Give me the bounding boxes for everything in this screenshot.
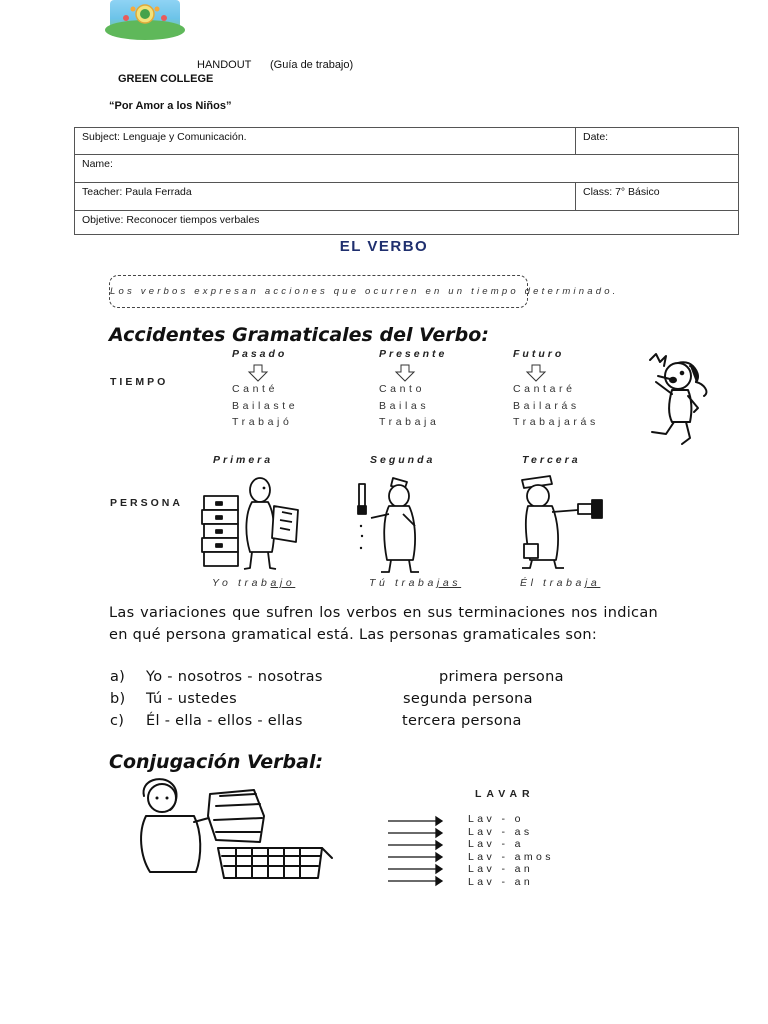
conjugation-arrows xyxy=(386,815,446,889)
teacher-cell: Teacher: Paula Ferrada xyxy=(75,183,576,211)
verb-form: Cantaré xyxy=(513,383,576,395)
conjugation-form: Lav - o xyxy=(468,813,524,825)
painter-with-brush-icon xyxy=(353,474,433,574)
name-cell: Name: xyxy=(75,155,739,183)
persona-label: PERSONA xyxy=(110,497,183,509)
tiempo-column-pasado xyxy=(232,348,298,431)
verb-form: Bailaste xyxy=(232,399,299,412)
objective-cell: Objetive: Reconocer tiempos verbales xyxy=(75,211,739,235)
subject-cell: Subject: Lenguaje y Comunicación. xyxy=(75,128,576,155)
tiempo-label: TIEMPO xyxy=(110,376,169,388)
persona-caption-tercera xyxy=(520,577,600,589)
verb-form: Trabajarás xyxy=(513,416,599,428)
verb-form: Canto xyxy=(379,383,426,395)
caption-stem: Yo trab xyxy=(212,577,271,589)
verb-form: Canté xyxy=(232,383,279,395)
caption-stem: Tú traba xyxy=(369,577,437,589)
list-persona: segunda persona xyxy=(403,691,533,707)
date-cell: Date: xyxy=(576,128,739,155)
college-name: GREEN COLLEGE xyxy=(118,73,214,85)
list-persona: primera persona xyxy=(439,669,564,685)
tiempo-header: Pasado xyxy=(232,348,288,360)
list-persona: tercera persona xyxy=(402,713,522,729)
verb-form: Bailas xyxy=(379,399,430,412)
list-pronouns: Tú - ustedes xyxy=(146,691,237,707)
down-arrow-icon xyxy=(525,364,547,382)
page-title: EL VERBO xyxy=(339,238,429,255)
list-pronouns: Yo - nosotros - nosotras xyxy=(146,669,323,685)
singing-girl-icon xyxy=(638,352,718,448)
tiempo-header: Presente xyxy=(379,348,448,360)
tiempo-column-futuro xyxy=(513,348,599,431)
handout-label: HANDOUT xyxy=(197,59,252,71)
down-arrow-icon xyxy=(247,364,269,382)
tiempo-header: Futuro xyxy=(513,348,565,360)
persona-header-tercera: Tercera xyxy=(522,454,581,466)
college-motto: “Por Amor a los Niños” xyxy=(109,100,232,112)
persona-header-primera: Primera xyxy=(213,454,274,466)
conjugation-forms xyxy=(468,813,554,888)
class-cell: Class: 7° Básico xyxy=(576,183,739,211)
painter-with-bucket-icon xyxy=(516,470,616,570)
verb-form: Bailarás xyxy=(513,399,580,412)
worker-with-boxes-icon xyxy=(198,472,308,572)
list-marker: a) xyxy=(110,669,126,685)
conjugation-form: Lav - amos xyxy=(468,850,554,863)
student-info-table xyxy=(74,127,739,235)
conjugation-form: Lav - an xyxy=(468,863,534,875)
verb-form: Trabaja xyxy=(379,416,440,428)
conjugation-form: Lav - as xyxy=(468,825,533,838)
caption-ending: ja xyxy=(585,577,601,589)
tiempo-column-presente xyxy=(379,348,447,431)
persona-caption-primera xyxy=(212,577,295,589)
verb-form: Trabajó xyxy=(232,416,293,428)
conjugation-form: Lav - a xyxy=(468,838,524,850)
persona-paragraph: Las variaciones que sufren los verbos en sus terminaciones nos indican en qué persona gramatical está. Las personas gramaticales son: xyxy=(109,605,658,643)
caption-ending: jas xyxy=(436,577,462,589)
caption-ending: ajo xyxy=(270,577,296,589)
persona-caption-segunda xyxy=(369,577,461,589)
conjugation-form: Lav - an xyxy=(468,875,534,888)
accidentes-heading: Accidentes Gramaticales del Verbo: xyxy=(109,324,489,346)
persona-header-segunda: Segunda xyxy=(370,454,436,466)
down-arrow-icon xyxy=(394,364,416,382)
caption-stem: Él traba xyxy=(520,577,585,589)
definition-box: Los verbos expresan acciones que ocurren en un tiempo determinado. xyxy=(109,275,528,308)
girl-with-laundry-basket-icon xyxy=(136,776,336,880)
conjugacion-heading: Conjugación Verbal: xyxy=(109,751,324,773)
school-logo-icon xyxy=(110,0,180,34)
list-pronouns: Él - ella - ellos - ellas xyxy=(146,713,303,729)
list-marker: b) xyxy=(110,691,126,707)
list-marker: c) xyxy=(110,713,125,729)
guia-label: (Guía de trabajo) xyxy=(270,59,354,71)
conjugation-verb: LAVAR xyxy=(475,788,535,800)
